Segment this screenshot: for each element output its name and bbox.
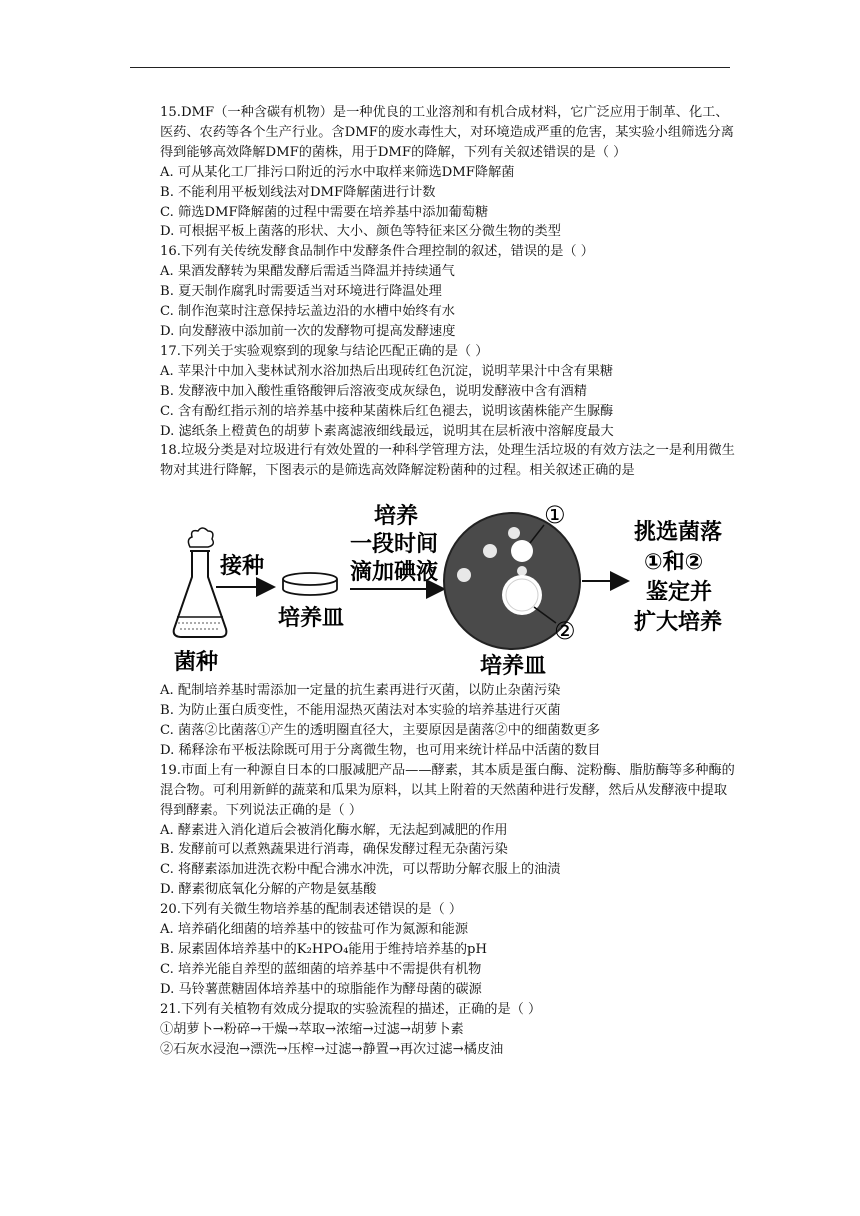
result-identify-label: 鉴定并 [646, 580, 713, 606]
option-d: D. 向发酵液中添加前一次的发酵物可提高发酵速度 [160, 323, 456, 339]
question-17 [160, 342, 740, 442]
option-b: B. 尿素固体培养基中的K₂HPO₄能用于维持培养基的pH [160, 942, 488, 957]
option-d: D. 马铃薯蔗糖固体培养基中的琼脂能作为酵母菌的碳源 [160, 981, 482, 997]
question-stem: 21.下列有关植物有效成分提取的实验流程的描述，正确的是（ ） [160, 1001, 542, 1017]
flask-icon [174, 528, 227, 637]
option-c: C. 菌落②比菌落①产生的透明圈直径大，主要原因是菌落②中的细菌数更多 [160, 723, 601, 739]
result-expand-label: 扩大培养 [634, 610, 723, 636]
question-16 [160, 242, 740, 342]
option-c: C. 筛选DMF降解菌的过程中需要在培养基中添加葡萄糖 [160, 204, 489, 220]
option-d: D. 滤纸条上橙黄色的胡萝卜素离滤液细线最远，说明其在层析液中溶解度最大 [160, 423, 614, 439]
option-c: C. 培养光能自养型的蓝细菌的培养基中不需提供有机物 [160, 961, 482, 977]
question-stem: 19.市面上有一种源自日本的口服减肥产品——酵素，其本质是蛋白酶、淀粉酶、脂肪酶等多种酶的混合物。可利用新鲜的蔬菜和瓜果为原料，以其上附着的天然菌种进行发酵，然后从发酵液中提取得到酵素。下列说法正确的是（ ） [160, 762, 735, 818]
step-iodine-label: 滴加碘液 [350, 560, 439, 586]
question-18 [160, 441, 740, 760]
step-inoculate-label: 接种 [220, 554, 265, 580]
plate-label: 培养皿 [480, 654, 547, 680]
question-list [160, 103, 740, 1059]
option-d: D. 可根据平板上菌落的形状、大小、颜色等特征来区分微生物的类型 [160, 224, 561, 240]
option-a: A. 酵素进入消化道后会被消化酶水解，无法起到减肥的作用 [160, 822, 508, 838]
question-stem: 15.DMF（一种含碳有机物）是一种优良的工业溶剂和有机合成材料，它广泛应用于制革、化工、医药、农药等各个生产行业。含DMF的废水毒性大，对环境造成严重的危害，某实验小组筛选分离得到能够高效降解DMF的菌株，用于DMF的降解，下列有关叙述错误的是（ ） [160, 105, 734, 160]
question-stem: 20.下列有关微生物培养基的配制表述错误的是（ ） [160, 902, 463, 918]
procedure-1: ①胡萝卜→粉碎→干燥→萃取→浓缩→过滤→胡萝卜素 [160, 1021, 464, 1037]
step-culture-label: 培养 [374, 504, 419, 530]
colony-1 [511, 540, 533, 562]
flask-label: 菌种 [174, 650, 219, 676]
option-a: A. 苹果汁中加入斐林试剂水浴加热后出现砖红色沉淀，说明苹果汁中含有果糖 [160, 363, 614, 379]
option-c: C. 含有酚红指示剂的培养基中接种某菌株后红色褪去，说明该菌株能产生脲酶 [160, 403, 614, 419]
option-d: D. 酵素彻底氧化分解的产物是氨基酸 [160, 882, 377, 898]
question-19 [160, 761, 740, 900]
question-stem: 16.下列有关传统发酵食品制作中发酵条件合理控制的叙述，错误的是（ ） [160, 244, 594, 260]
option-b: B. 发酵液中加入酸性重铬酸钾后溶液变成灰绿色，说明发酵液中含有酒精 [160, 383, 587, 399]
colony-1-marker: ① [544, 501, 566, 530]
procedure-2: ②石灰水浸泡→漂洗→压榨→过滤→静置→再次过滤→橘皮油 [160, 1041, 504, 1057]
option-b: B. 夏天制作腐乳时需要适当对环境进行降温处理 [160, 284, 442, 300]
option-a: A. 可从某化工厂排污口附近的污水中取样来筛选DMF降解菌 [160, 164, 515, 180]
option-d: D. 稀释涂布平板法除既可用于分离微生物，也可用来统计样品中活菌的数目 [160, 742, 601, 758]
option-a: A. 果酒发酵转为果醋发酵后需适当降温并持续通气 [160, 264, 455, 280]
option-b: B. 不能利用平板划线法对DMF降解菌进行计数 [160, 184, 436, 200]
screening-process-diagram [160, 489, 740, 679]
option-b: B. 发酵前可以煮熟蔬果进行消毒，确保发酵过程无杂菌污染 [160, 842, 508, 858]
result-colonies-label: ①和② [644, 550, 704, 576]
dish-label: 培养皿 [278, 606, 345, 632]
question-stem: 18.垃圾分类是对垃圾进行有效处置的一种科学管理方法，处理生活垃圾的有效方法之一是利用微生物对其进行降解，下图表示的是筛选高效降解淀粉菌种的过程。相关叙述正确的是 [160, 443, 735, 479]
option-c: C. 将酵素添加进洗衣粉中配合沸水冲洗，可以帮助分解衣服上的油渍 [160, 862, 561, 878]
petri-dish-icon [283, 573, 337, 595]
option-b: B. 为防止蛋白质变性，不能用湿热灭菌法对本实验的培养基进行灭菌 [160, 703, 561, 719]
header-rule [130, 67, 730, 68]
step-culture-duration-label: 一段时间 [350, 532, 439, 558]
result-select-label: 挑选菌落 [634, 520, 723, 546]
question-stem: 17.下列关于实验观察到的现象与结论匹配正确的是（ ） [160, 343, 489, 359]
option-a: A. 配制培养基时需添加一定量的抗生素再进行灭菌，以防止杂菌污染 [160, 683, 561, 699]
question-21 [160, 1000, 740, 1060]
question-15 [160, 103, 740, 242]
question-20 [160, 900, 740, 1000]
colony-2-marker: ② [554, 617, 576, 646]
screening-process-figure [160, 489, 740, 679]
option-c: C. 制作泡菜时注意保持坛盖边沿的水槽中始终有水 [160, 304, 455, 320]
option-a: A. 培养硝化细菌的培养基中的铵盐可作为氮源和能源 [160, 922, 469, 938]
